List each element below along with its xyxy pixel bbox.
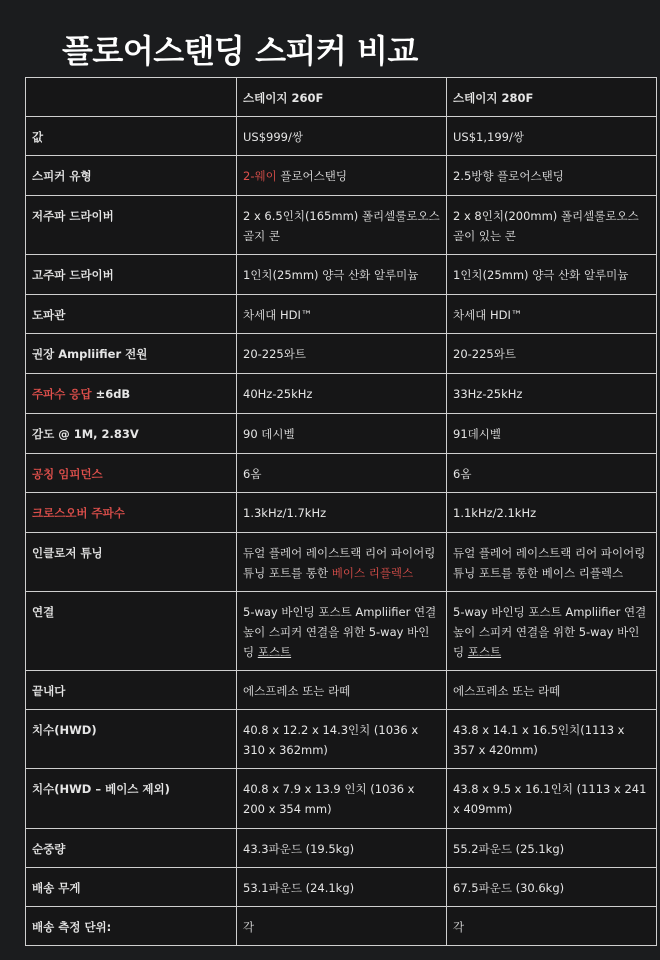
table-row bbox=[26, 255, 657, 295]
underlined-link[interactable]: 포스트 bbox=[467, 645, 502, 659]
table-row bbox=[26, 868, 657, 907]
cell-260f bbox=[237, 592, 447, 671]
cell-260f: 각 bbox=[237, 907, 447, 946]
cell-260f: 40.8 x 7.9 x 13.9 인치 (1036 x 200 x 354 mm) bbox=[237, 769, 447, 829]
cell-260f: 40Hz-25kHz bbox=[237, 374, 447, 414]
table-row bbox=[26, 710, 657, 769]
header-empty bbox=[26, 78, 237, 117]
cell-280f: 43.8 x 14.1 x 16.5인치(1113 x 357 x 420mm) bbox=[447, 710, 657, 769]
cell-260f: 6옴 bbox=[237, 454, 447, 493]
header-stage-280f: 스테이지 280F bbox=[447, 78, 657, 117]
highlighted-term: 크로스오버 주파수 bbox=[32, 506, 125, 520]
cell-260f bbox=[237, 533, 447, 592]
cell-260f: 53.1파운드 (24.1kg) bbox=[237, 868, 447, 907]
cell-280f: 차세대 HDI™ bbox=[447, 295, 657, 334]
cell-260f bbox=[237, 156, 447, 196]
cell-280f: 91데시벨 bbox=[447, 414, 657, 454]
row-label: 치수(HWD – 베이스 제외) bbox=[26, 769, 237, 829]
row-label: 치수(HWD) bbox=[26, 710, 237, 769]
table-header-row bbox=[26, 78, 657, 117]
cell-260f: 차세대 HDI™ bbox=[237, 295, 447, 334]
highlighted-term: 베이스 리플렉스 bbox=[331, 566, 414, 580]
cell-280f: 67.5파운드 (30.6kg) bbox=[447, 868, 657, 907]
cell-text: 5-way 바인딩 포스트 Ampliifier 연결 높이 스피커 연결을 위한 5-way 바인딩 bbox=[243, 605, 437, 659]
row-label: 값 bbox=[26, 117, 237, 156]
table-row bbox=[26, 295, 657, 334]
cell-280f: 각 bbox=[447, 907, 657, 946]
cell-280f bbox=[447, 592, 657, 671]
highlighted-term: 2-웨이 bbox=[243, 169, 277, 183]
cell-280f: 1.1kHz/2.1kHz bbox=[447, 493, 657, 533]
table-row bbox=[26, 769, 657, 829]
cell-280f: 55.2파운드 (25.1kg) bbox=[447, 829, 657, 868]
cell-280f: 33Hz-25kHz bbox=[447, 374, 657, 414]
cell-260f: 에스프레소 또는 라떼 bbox=[237, 671, 447, 710]
cell-280f: 듀얼 플레어 레이스트랙 리어 파이어링 튜닝 포트를 통한 베이스 리플렉스 bbox=[447, 533, 657, 592]
table-row bbox=[26, 592, 657, 671]
row-label: 순중량 bbox=[26, 829, 237, 868]
row-label: 인클로저 튜닝 bbox=[26, 533, 237, 592]
row-label: 연결 bbox=[26, 592, 237, 671]
row-label: 저주파 드라이버 bbox=[26, 196, 237, 255]
cell-260f: 1인치(25mm) 양극 산화 알루미늄 bbox=[237, 255, 447, 295]
cell-280f: 6옴 bbox=[447, 454, 657, 493]
row-label: 배송 무게 bbox=[26, 868, 237, 907]
table-row bbox=[26, 196, 657, 255]
cell-280f: 에스프레소 또는 라떼 bbox=[447, 671, 657, 710]
cell-280f: 2.5방향 플로어스탠딩 bbox=[447, 156, 657, 196]
highlighted-term: 공칭 임피던스 bbox=[32, 467, 103, 481]
table-row bbox=[26, 374, 657, 414]
cell-280f: US$1,199/쌍 bbox=[447, 117, 657, 156]
row-label: 스피커 유형 bbox=[26, 156, 237, 196]
cell-260f: 90 데시벨 bbox=[237, 414, 447, 454]
table-row bbox=[26, 334, 657, 374]
cell-260f: 43.3파운드 (19.5kg) bbox=[237, 829, 447, 868]
cell-260f: 1.3kHz/1.7kHz bbox=[237, 493, 447, 533]
row-label: 감도 @ 1M, 2.83V bbox=[26, 414, 237, 454]
table-row bbox=[26, 493, 657, 533]
cell-280f: 43.8 x 9.5 x 16.1인치 (1113 x 241 x 409mm) bbox=[447, 769, 657, 829]
row-label: 도파관 bbox=[26, 295, 237, 334]
cell-260f: US$999/쌍 bbox=[237, 117, 447, 156]
table-row bbox=[26, 829, 657, 868]
underlined-link[interactable]: 포스트 bbox=[257, 645, 292, 659]
table-row bbox=[26, 156, 657, 196]
cell-280f: 20-225와트 bbox=[447, 334, 657, 374]
row-label: 권장 Ampliifier 전원 bbox=[26, 334, 237, 374]
table-row bbox=[26, 533, 657, 592]
table-row bbox=[26, 414, 657, 454]
cell-260f: 20-225와트 bbox=[237, 334, 447, 374]
row-label: 고주파 드라이버 bbox=[26, 255, 237, 295]
row-label bbox=[26, 374, 237, 414]
comparison-table bbox=[25, 77, 657, 946]
row-label: 배송 측정 단위: bbox=[26, 907, 237, 946]
label-text: ±6dB bbox=[91, 387, 131, 401]
cell-260f: 2 x 6.5인치(165mm) 폴리셀룰로오스 골지 콘 bbox=[237, 196, 447, 255]
cell-text: 듀얼 플레어 레이스트랙 리어 파이어링 튜닝 포트를 통한 bbox=[243, 546, 436, 580]
row-label: 끝내다 bbox=[26, 671, 237, 710]
row-label bbox=[26, 454, 237, 493]
table-row bbox=[26, 907, 657, 946]
cell-260f: 40.8 x 12.2 x 14.3인치 (1036 x 310 x 362mm) bbox=[237, 710, 447, 769]
table-row bbox=[26, 671, 657, 710]
highlighted-term: 주파수 응답 bbox=[32, 387, 92, 401]
cell-280f: 1인치(25mm) 양극 산화 알루미늄 bbox=[447, 255, 657, 295]
table-row bbox=[26, 117, 657, 156]
row-label bbox=[26, 493, 237, 533]
header-stage-260f: 스테이지 260F bbox=[237, 78, 447, 117]
cell-text: 5-way 바인딩 포스트 Ampliifier 연결 높이 스피커 연결을 위한 5-way 바인딩 bbox=[453, 605, 647, 659]
page-title: 플로어스탠딩 스피커 비교 bbox=[62, 32, 418, 71]
cell-280f: 2 x 8인치(200mm) 폴리셀룰로오스 골이 있는 콘 bbox=[447, 196, 657, 255]
table-row bbox=[26, 454, 657, 493]
cell-text: 플로어스탠딩 bbox=[276, 169, 347, 183]
